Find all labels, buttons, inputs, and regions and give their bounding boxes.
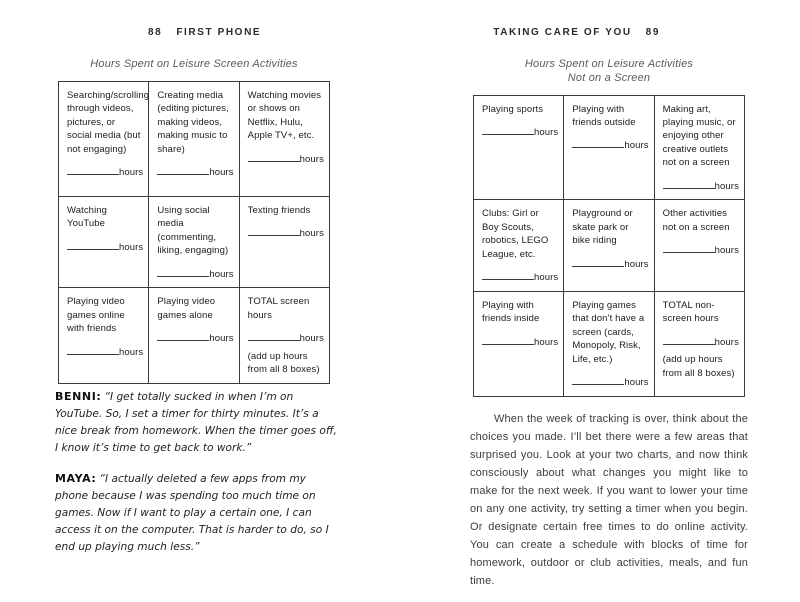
chart-title-line2: Not on a Screen [567, 71, 651, 84]
hours-unit: hours [714, 336, 739, 348]
hours-unit: hours [299, 153, 324, 165]
table-cell [59, 81, 149, 196]
quote-text: “I get totally sucked in when I’m on YouTube. So, I set a timer for thirty minutes. It’s a nice break from homework. When the timer goes off, I know it’s time to get back to work.” [55, 391, 337, 455]
table-cell [239, 196, 329, 287]
quote-name: BENNI: [55, 390, 102, 403]
hours-fill-in [67, 241, 144, 254]
chart-title-right [470, 58, 748, 86]
table-cell [59, 196, 149, 287]
cell-label: Using social media (commenting, liking, engaging) [157, 204, 229, 257]
table-cell [474, 200, 564, 291]
hours-blank-line [248, 227, 300, 236]
hours-unit: hours [209, 333, 234, 345]
cell-label: Watching movies or shows on Netflix, Hulu, Apple TV+, etc. [247, 89, 322, 142]
hours-unit: hours [624, 258, 649, 270]
table-row [474, 200, 745, 291]
hours-fill-in [157, 332, 234, 345]
left-page [55, 58, 333, 384]
quote-maya [55, 470, 340, 556]
table-cell [474, 95, 564, 200]
cell-label: Playing video games online with friends [67, 296, 125, 335]
quotes-section [55, 388, 340, 569]
hours-fill-in [482, 271, 559, 284]
cell-note: (add up hours from all 8 boxes) [662, 354, 735, 379]
cell-label: Other activities not on a screen [662, 208, 730, 233]
body-paragraph: When the week of tracking is over, think about the choices you made. I’ll bet there were a few areas that surprised you. Look at your two charts, and now think consciously about what changes you might like to make for the next week. If you want to lower your time on any one activity, try setting a timer when you begin. Or designate certain free times to do online activity. You can create a schedule with blocks of time for homework, outdoor or club activities, meals, and fun time. [470, 412, 748, 588]
table-row [474, 95, 745, 200]
quote-benni [55, 388, 340, 457]
hours-unit: hours [624, 140, 649, 152]
hours-blank-line [482, 336, 534, 345]
table-row [474, 291, 745, 396]
cell-label: Playing games that don’t have a screen (cards, Monopoly, Risk, Life, etc.) [572, 299, 645, 365]
hours-blank-line [663, 336, 715, 345]
hours-blank-line [248, 153, 300, 162]
hours-blank-line [572, 139, 624, 148]
hours-blank-line [572, 258, 624, 267]
hours-fill-in [663, 180, 737, 193]
cell-label: Clubs: Girl or Boy Scouts, robotics, LEGO League, etc. [482, 208, 549, 260]
table-cell [59, 288, 149, 383]
hours-blank-line [482, 126, 534, 135]
table-row [59, 196, 330, 287]
hours-unit: hours [624, 377, 649, 389]
table-cell [149, 196, 239, 287]
cell-label: Creating media (editing pictures, making videos, making music to share) [157, 89, 229, 155]
hours-fill-in [572, 258, 649, 271]
table-cell [564, 200, 654, 291]
hours-blank-line [572, 376, 624, 385]
table-cell [149, 288, 239, 383]
page-number-left: 88 [148, 27, 163, 38]
hours-unit: hours [714, 180, 739, 192]
table-row [59, 81, 330, 196]
cell-label: Texting friends [247, 204, 311, 216]
table-cell [149, 81, 239, 196]
hours-blank-line [663, 244, 715, 253]
cell-label: Playing with friends outside [572, 103, 636, 128]
cell-label: Playing with friends inside [482, 299, 540, 325]
hours-fill-in [67, 346, 144, 359]
hours-blank-line [67, 241, 119, 250]
hours-fill-in [572, 139, 649, 152]
hours-unit: hours [119, 241, 144, 253]
hours-fill-in [157, 166, 234, 179]
hours-blank-line [157, 332, 209, 341]
table-cell [239, 288, 329, 383]
hours-blank-line [157, 166, 209, 175]
hours-blank-line [157, 268, 209, 277]
cell-label: Playing sports [482, 103, 544, 115]
page-number-right: 89 [645, 27, 660, 38]
hours-blank-line [67, 166, 119, 175]
hours-fill-in [67, 166, 144, 179]
hours-blank-line [482, 271, 534, 280]
cell-label: Making art, playing music, or enjoying other creative outlets not on a screen [662, 103, 736, 169]
table-cell [654, 291, 744, 396]
table-cell [239, 81, 329, 196]
hours-fill-in [248, 153, 322, 166]
hours-unit: hours [534, 336, 559, 348]
hours-unit: hours [534, 272, 559, 284]
cell-note: (add up hours from all 8 boxes) [247, 350, 320, 376]
quote-name: MAYA: [55, 472, 97, 486]
table-cell [654, 200, 744, 291]
chart-title-line1: Hours Spent on Leisure Activities [524, 58, 694, 70]
hours-fill-in [248, 227, 322, 240]
cell-label: Playing video games alone [157, 296, 216, 321]
quote-text: “I actually deleted a few apps from my phone because I was spending too much time on games. Now if I want to play a certain one, I can access it on the computer. That is harder to do, so I end up playing much less.” [55, 473, 329, 554]
running-head-right [493, 27, 660, 38]
table-row [59, 288, 330, 383]
hours-fill-in [572, 376, 649, 389]
hours-unit: hours [714, 245, 739, 257]
cell-label: Searching/scrolling through videos, pictures, or social media (but not engaging) [67, 89, 150, 155]
hours-fill-in [482, 126, 559, 139]
running-title-right: TAKING CARE OF YOU [493, 27, 632, 38]
table-cell [564, 291, 654, 396]
cell-label: Playground or skate park or bike riding [572, 208, 633, 247]
hours-unit: hours [534, 126, 559, 138]
running-head-left [148, 27, 261, 38]
table-cell [564, 95, 654, 200]
hours-blank-line [663, 180, 715, 189]
hours-fill-in [248, 332, 322, 345]
hours-unit: hours [209, 268, 234, 280]
hours-unit: hours [209, 167, 234, 179]
running-title-left: FIRST PHONE [176, 27, 262, 38]
hours-fill-in [482, 336, 559, 349]
hours-unit: hours [299, 333, 324, 345]
hours-blank-line [67, 346, 119, 355]
table-cell [654, 95, 744, 200]
cell-label: TOTAL non-screen hours [662, 299, 719, 325]
right-page [470, 58, 748, 590]
hours-fill-in [157, 268, 234, 281]
hours-fill-in [663, 336, 737, 349]
hours-fill-in [663, 244, 737, 257]
cell-label: Watching YouTube [67, 204, 108, 230]
hours-unit: hours [119, 346, 144, 358]
cell-label: TOTAL screen hours [247, 296, 310, 321]
chart-title-left: Hours Spent on Leisure Screen Activities [90, 58, 298, 70]
hours-unit: hours [299, 228, 324, 240]
screen-activities-table [58, 81, 330, 384]
hours-unit: hours [119, 167, 144, 179]
hours-blank-line [248, 332, 300, 341]
non-screen-activities-table [473, 95, 745, 397]
table-cell [474, 291, 564, 396]
